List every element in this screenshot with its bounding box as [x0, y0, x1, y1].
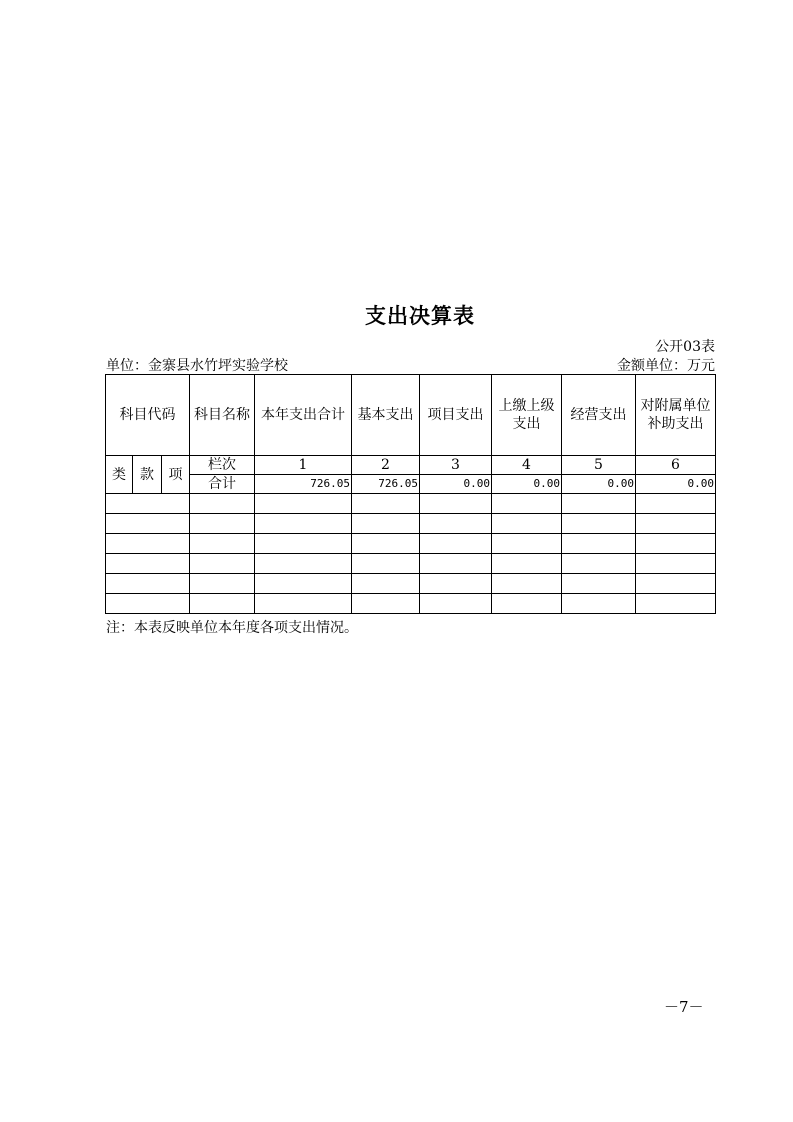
header-superior-line1: 上缴上级	[498, 397, 555, 414]
table-cell	[420, 554, 492, 574]
table-cell	[106, 574, 190, 594]
table-cell	[636, 594, 716, 614]
unit-info	[106, 355, 288, 375]
table-cell	[255, 574, 352, 594]
table-cell	[636, 554, 716, 574]
table-cell	[106, 514, 190, 534]
index-col: 3	[420, 456, 492, 475]
total-value: 0.00	[562, 475, 636, 494]
table-cell	[190, 534, 255, 554]
header-superior	[492, 375, 562, 456]
table-cell	[352, 494, 420, 514]
table-cell	[636, 534, 716, 554]
table-cell	[492, 534, 562, 554]
total-value: 726.05	[352, 475, 420, 494]
form-number: 公开03表	[655, 339, 715, 355]
table-cell	[420, 494, 492, 514]
total-value: 726.05	[255, 475, 352, 494]
header-affiliate	[636, 375, 716, 456]
table-row	[106, 514, 716, 534]
table-cell	[492, 514, 562, 534]
unit-label: 单位：	[106, 358, 148, 374]
header-affiliate-line2: 补助支出	[647, 416, 704, 432]
footnote: 注：本表反映单位本年度各项支出情况。	[106, 620, 358, 636]
table-cell	[190, 554, 255, 574]
table-cell	[562, 594, 636, 614]
index-col: 2	[352, 456, 420, 475]
table-cell	[492, 554, 562, 574]
table-row	[106, 534, 716, 554]
total-value: 0.00	[492, 475, 562, 494]
header-code: 科目代码	[106, 375, 190, 456]
table-cell	[190, 594, 255, 614]
table-cell	[352, 574, 420, 594]
table-cell	[492, 594, 562, 614]
total-value: 0.00	[420, 475, 492, 494]
table-cell	[562, 554, 636, 574]
header-name: 科目名称	[190, 375, 255, 456]
table-cell	[562, 494, 636, 514]
table-cell	[190, 494, 255, 514]
table-row	[106, 594, 716, 614]
header-business: 经营支出	[562, 375, 636, 456]
table-cell	[255, 534, 352, 554]
header-project: 项目支出	[420, 375, 492, 456]
total-value: 0.00	[636, 475, 716, 494]
index-col: 5	[562, 456, 636, 475]
table-cell	[636, 494, 716, 514]
table-row	[106, 574, 716, 594]
table-cell	[636, 514, 716, 534]
table-cell	[420, 594, 492, 614]
table-cell	[106, 594, 190, 614]
index-col: 6	[636, 456, 716, 475]
unit-name: 金寨县水竹坪实验学校	[148, 358, 288, 374]
table-cell	[420, 514, 492, 534]
page-number: －7－	[664, 998, 704, 1016]
table-cell	[255, 514, 352, 534]
header-basic: 基本支出	[352, 375, 420, 456]
index-col: 4	[492, 456, 562, 475]
table-cell	[352, 594, 420, 614]
expenditure-table	[105, 374, 716, 614]
subheader-class: 类	[106, 456, 133, 494]
table-cell	[190, 514, 255, 534]
table-cell	[352, 514, 420, 534]
index-label: 栏次	[190, 456, 255, 475]
table-cell	[492, 574, 562, 594]
table-cell	[352, 534, 420, 554]
table-cell	[562, 534, 636, 554]
table-cell	[562, 574, 636, 594]
subheader-item: 项	[162, 456, 190, 494]
table-cell	[106, 494, 190, 514]
table-cell	[255, 494, 352, 514]
header-total: 本年支出合计	[255, 375, 352, 456]
table-cell	[420, 574, 492, 594]
table-cell	[255, 594, 352, 614]
table-cell	[636, 574, 716, 594]
index-col: 1	[255, 456, 352, 475]
header-affiliate-line1: 对附属单位	[640, 397, 711, 414]
header-superior-line2: 支出	[512, 416, 541, 432]
table-cell	[562, 514, 636, 534]
subheader-section: 款	[133, 456, 162, 494]
table-cell	[255, 554, 352, 574]
table-cell	[492, 494, 562, 514]
table-cell	[190, 574, 255, 594]
currency-unit: 金额单位：万元	[617, 358, 715, 374]
table-cell	[106, 554, 190, 574]
table-cell	[352, 554, 420, 574]
page-title: 支出决算表	[365, 304, 475, 328]
table-row	[106, 494, 716, 514]
table-cell	[106, 534, 190, 554]
table-row	[106, 554, 716, 574]
total-label: 合计	[190, 475, 255, 494]
table-cell	[420, 534, 492, 554]
